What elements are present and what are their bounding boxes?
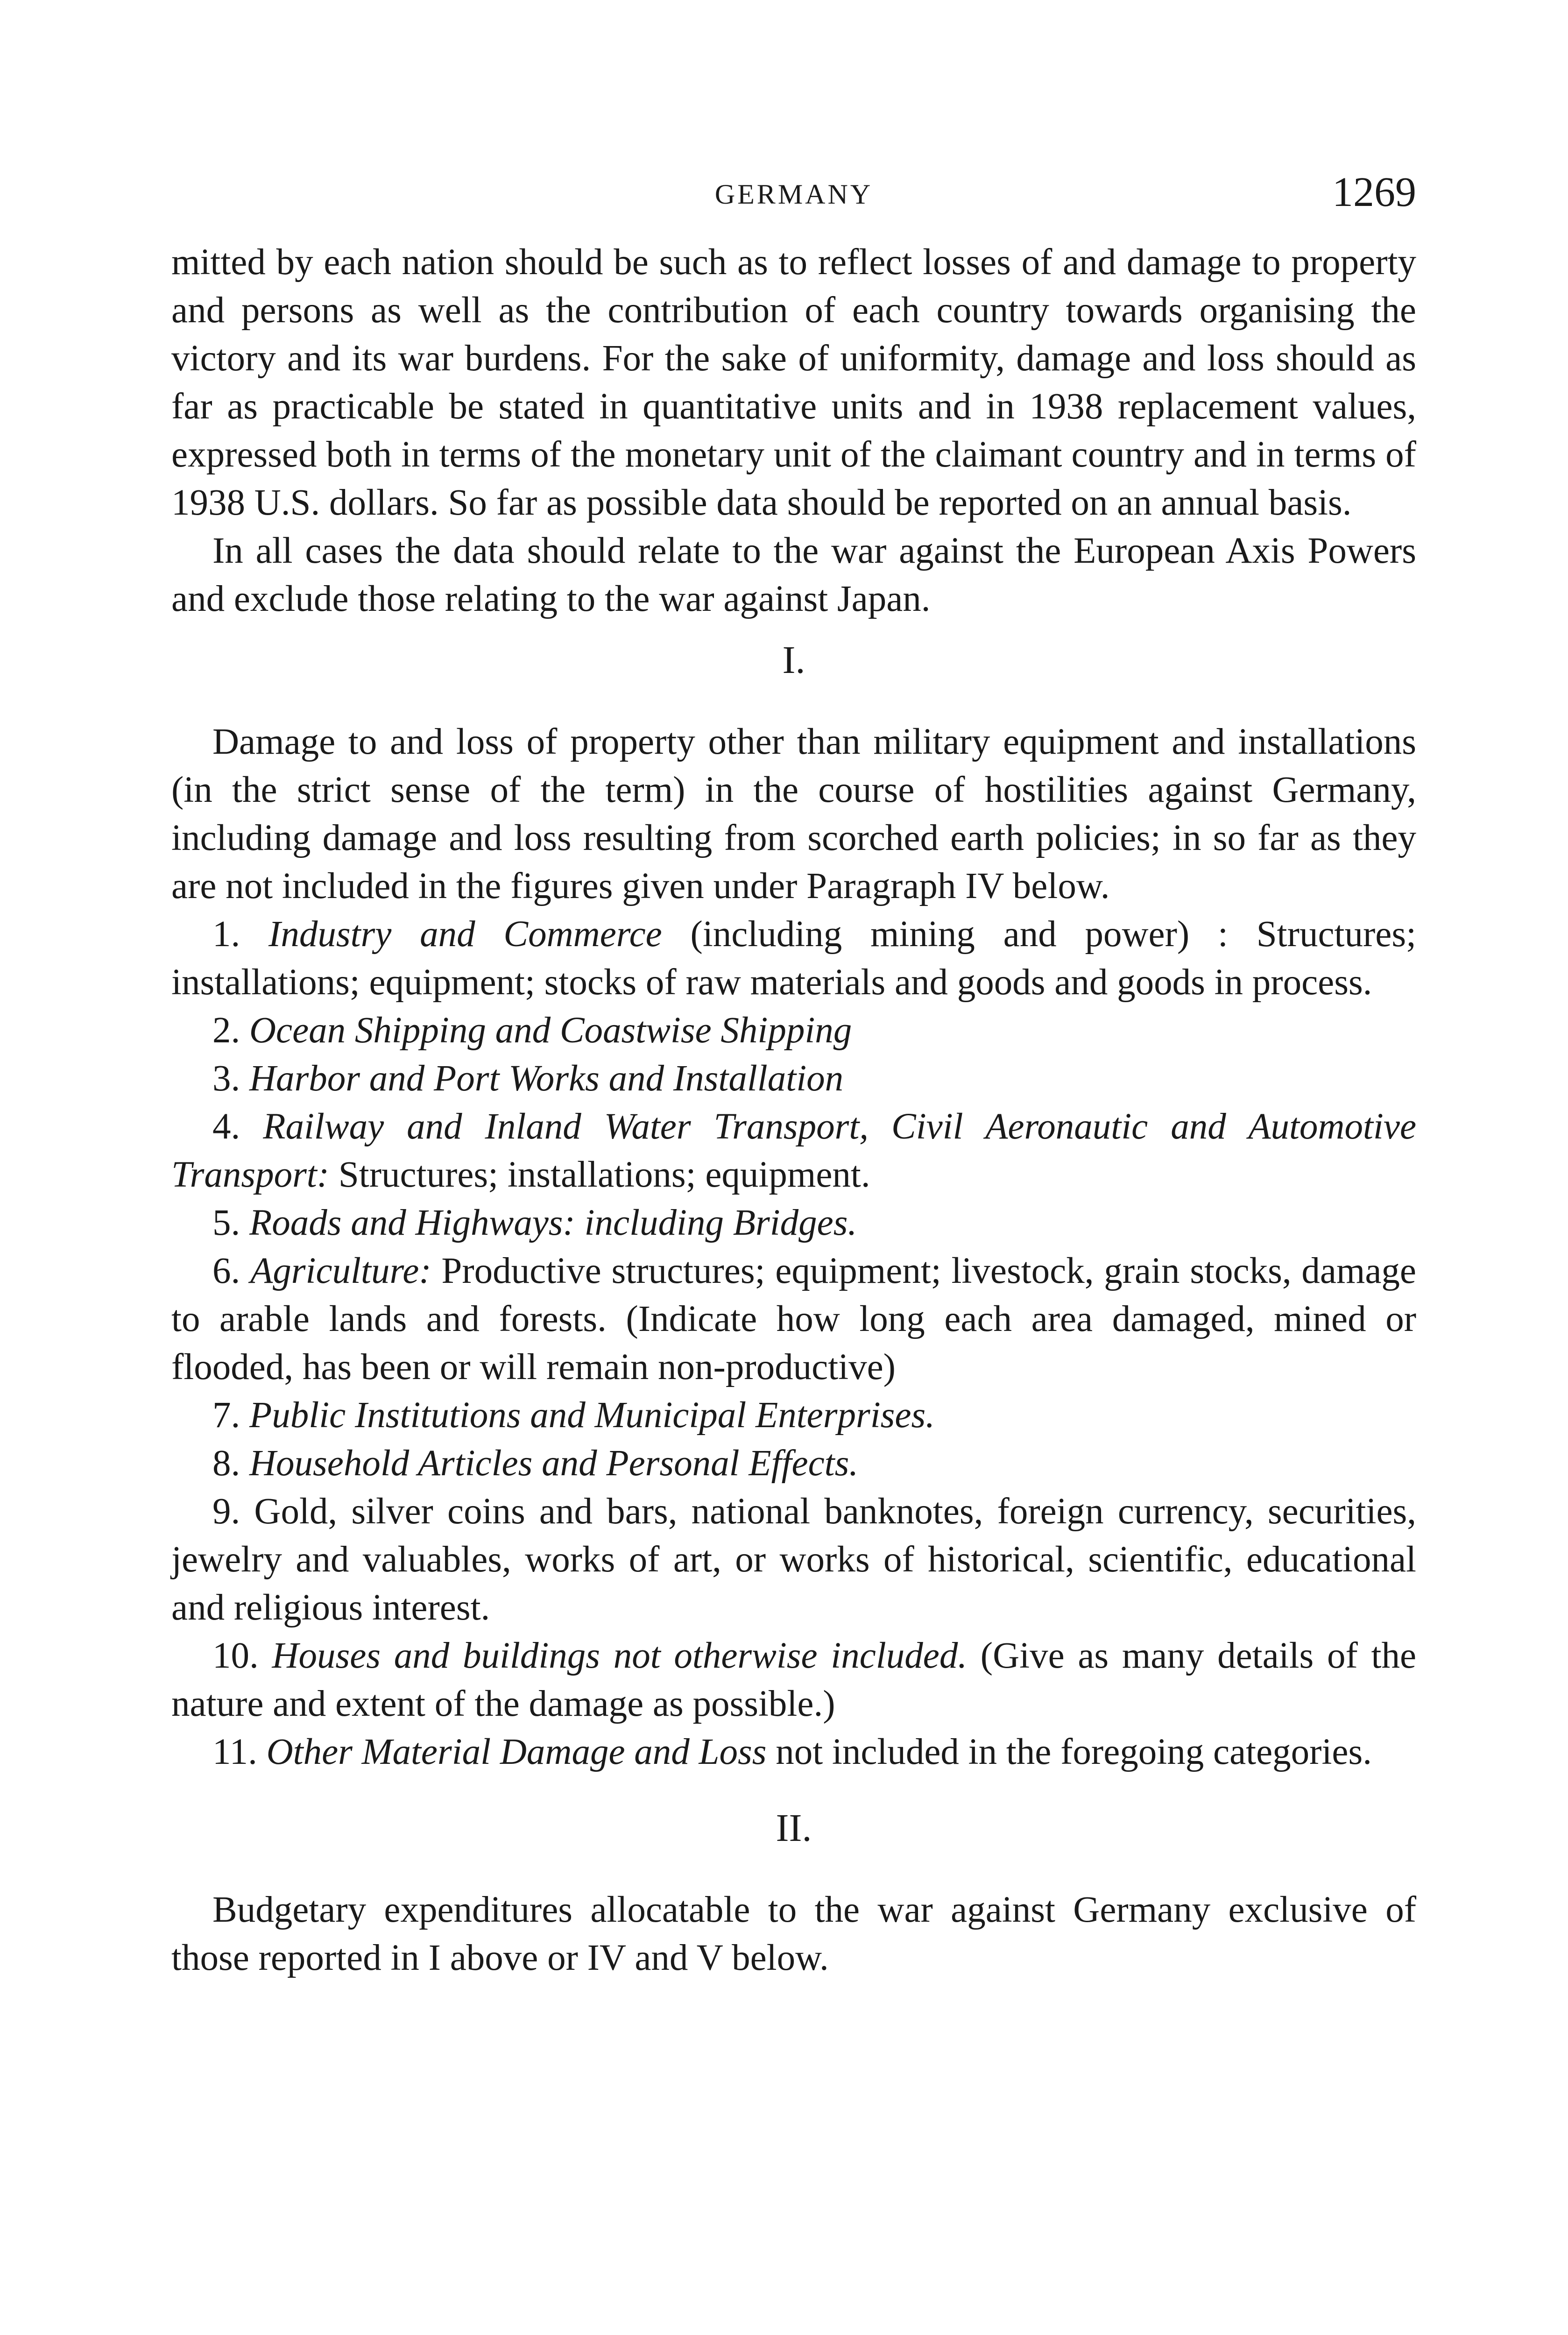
intro-paragraph-continued: mitted by each nation should be such as to reflect losses of and damage to property and persons as well as the contribution of each country towards organising the victory and its war burdens. For the sake of uniformity, damage and loss should as far as practicable be stated in quantitative units and in 1938 replacement values, expressed both in terms of the monetary unit of the claimant country and in terms of 1938 U.S. dollars. So far as possible data should be reported on an annual basis.: [171, 242, 1416, 523]
list-item-1: [171, 910, 1416, 1006]
item-title: Industry and Commerce: [268, 914, 662, 955]
list-item-7: [171, 1391, 1416, 1439]
item-number: 11.: [212, 1732, 257, 1772]
item-title: Ocean Shipping and Coastwise Shipping: [249, 1010, 852, 1051]
item-title: Other Material Damage and Loss: [266, 1732, 767, 1772]
item-title: Harbor and Port Works and Installation: [249, 1058, 844, 1099]
list-item-11: [171, 1728, 1416, 1776]
list-item-9: [171, 1487, 1416, 1632]
item-title: Public Institutions and Municipal Enterprises.: [249, 1395, 935, 1436]
section-heading-ii: II.: [776, 1806, 812, 1850]
page-number: 1269: [1332, 169, 1416, 215]
running-header: [171, 168, 1416, 219]
item-number: 9.: [212, 1491, 240, 1532]
section-ii-text: Budgetary expenditures allocatable to the war against Germany exclusive of those reported in I above or IV and V below.: [171, 1889, 1416, 1978]
section-heading-i: I.: [782, 638, 805, 682]
running-title: GERMANY: [714, 179, 873, 210]
item-number: 10.: [212, 1635, 259, 1676]
item-number: 3.: [212, 1058, 240, 1099]
item-title: Household Articles and Personal Effects.: [249, 1443, 859, 1484]
list-item-6: [171, 1247, 1416, 1391]
document-page: [171, 168, 1416, 1982]
item-title: Roads and Highways: including Bridges.: [249, 1203, 857, 1243]
list-item-5: [171, 1199, 1416, 1247]
list-item-8: [171, 1439, 1416, 1487]
item-text: Structures; installations; equipment.: [329, 1154, 870, 1195]
list-item-10: [171, 1632, 1416, 1728]
item-text: (including mining and power) : Structures; installations; equipment; stocks of raw materials and goods and goods in process.: [171, 914, 1417, 1003]
item-text: (Give as many details of the nature and extent of the damage as possible.): [171, 1635, 1417, 1724]
item-number: 7.: [212, 1395, 240, 1436]
list-item-2: [171, 1006, 1416, 1054]
item-number: 5.: [212, 1203, 240, 1243]
item-text: Gold, silver coins and bars, national banknotes, foreign currency, securities, jewelry and valuables, works of art, or works of historical, scientific, educational and religious interest.: [171, 1491, 1417, 1628]
item-title: Railway and Inland Water Transport, Civil Aeronautic and Automotive Transport:: [171, 1106, 1417, 1195]
item-number: 8.: [212, 1443, 240, 1484]
intro-paragraph-axis: In all cases the data should relate to the war against the European Axis Powers and exclude those relating to the war against Japan.: [171, 531, 1416, 619]
item-text: Productive structures; equipment; livestock, grain stocks, damage to arable lands and forests. (Indicate how long each area damaged, mined or flooded, has been or will remain non-productive): [171, 1251, 1416, 1387]
item-title: Houses and buildings not otherwise included.: [272, 1635, 968, 1676]
section-i-intro: Damage to and loss of property other than military equipment and installations (in the strict sense of the term) in the course of hostilities against Germany, including damage and loss resulting from scorched earth policies; in so far as they are not included in the figures given under Paragraph IV below.: [171, 722, 1416, 906]
item-number: 2.: [212, 1010, 240, 1051]
item-number: 6.: [212, 1251, 240, 1291]
item-number: 1.: [212, 914, 240, 955]
list-item-3: [171, 1054, 1416, 1103]
item-title: Agriculture:: [250, 1251, 431, 1291]
list-item-4: [171, 1103, 1416, 1199]
item-number: 4.: [212, 1106, 240, 1147]
item-text: not included in the foregoing categories.: [766, 1732, 1372, 1772]
